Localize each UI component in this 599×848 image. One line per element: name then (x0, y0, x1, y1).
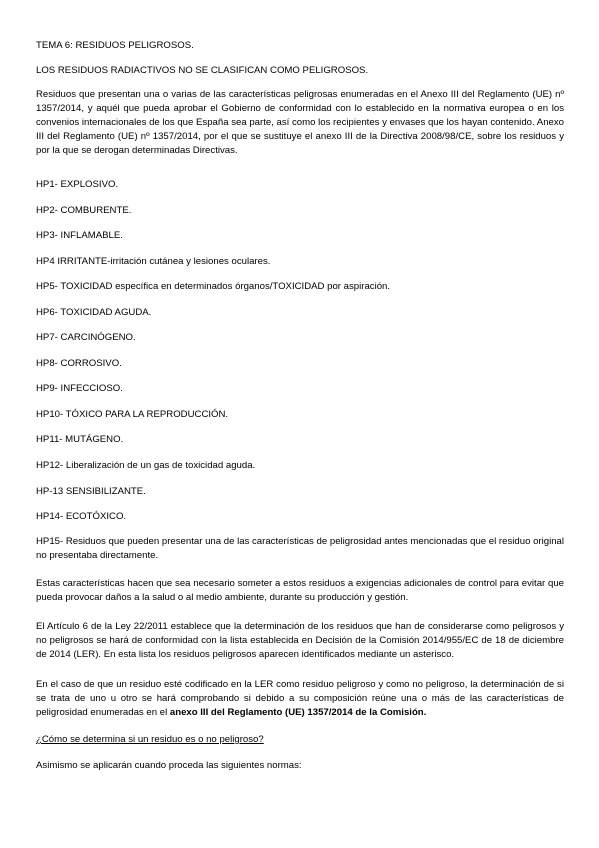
ler-case-bold: anexo III del Reglamento (UE) 1357/2014 de la Comisión. (169, 707, 427, 718)
hp-item: HP2- COMBURENTE. (36, 205, 132, 216)
question-heading: ¿Cómo se determina si un residuo es o no peligroso? (36, 734, 264, 745)
hp-item: HP1- EXPLOSIVO. (36, 179, 119, 190)
document-title: TEMA 6: RESIDUOS PELIGROSOS. (36, 40, 194, 51)
hp-item: HP14- ECOTÓXICO. (36, 511, 127, 522)
hp-item: HP5- TOXICIDAD específica en determinados órganos/TOXICIDAD por aspiración. (36, 281, 391, 292)
hp-item: HP7- CARCINÓGENO. (36, 332, 136, 343)
hp-item: HP8- CORROSIVO. (36, 358, 122, 369)
ler-case-paragraph (36, 678, 564, 720)
hp-item: HP-13 SENSIBILIZANTE. (36, 486, 146, 497)
hp-item: HP12- Liberalización de un gas de toxicidad aguda. (36, 460, 256, 471)
hp-item: HP11- MUTÁGENO. (36, 434, 124, 445)
characteristics-paragraph: Estas características hacen que sea necesario someter a estos residuos a exigencias adicionales de control para evitar que pueda provocar daños a la salud o al medio ambiente, durante su producción y gestión. (36, 578, 564, 603)
radioactive-note: LOS RESIDUOS RADIACTIVOS NO SE CLASIFICAN COMO PELIGROSOS. (36, 65, 369, 76)
hp-item: HP3- INFLAMABLE. (36, 230, 123, 241)
hp15-paragraph: HP15- Residuos que pueden presentar una de las características de peligrosidad antes mencionadas que el residuo original no presentaba directamente. (36, 536, 564, 561)
hp-item: HP10- TÓXICO PARA LA REPRODUCCIÓN. (36, 409, 229, 420)
article6-paragraph: El Artículo 6 de la Ley 22/2011 establece que la determinación de los residuos que han de considerarse como peligrosos y no peligrosos se hará de conformidad con la lista establecida en Decisión de la Comisión 2014/955/EC de 18 de diciembre de 2014 (LER). En esta lista los residuos peligrosos aparecen identificados mediante un asterisco. (36, 621, 564, 660)
hp-item: HP4 IRRITANTE-irritación cutánea y lesiones oculares. (36, 256, 271, 267)
hp-item: HP9- INFECCIOSO. (36, 383, 123, 394)
definition-paragraph: Residuos que presentan una o varias de las características peligrosas enumeradas en el Anexo III del Reglamento (UE) nº 1357/2014, y aquél que pueda aprobar el Gobierno de conformidad con lo establecido en la normativa europea o en los convenios internacionales de los que España sea parte, así como los recipientes y envases que los hayan contenido. Anexo III del Reglamento (UE) nº 1357/2014, por el que se sustituye el anexo III de la Directiva 2008/98/CE, sobre los residuos y por la que se derogan determinadas Directivas. (36, 89, 564, 156)
final-note: Asimismo se aplicarán cuando proceda las siguientes normas: (36, 760, 302, 771)
hp-item: HP6- TOXICIDAD AGUDA. (36, 307, 152, 318)
ler-case-text: En el caso de que un residuo esté codificado en la LER como residuo peligroso y como no peligroso, la determinación de si se trata de uno u otro se hará comprobando si debido a su composición reúne una o más de las características de peligrosidad enumeradas en el (36, 679, 564, 718)
